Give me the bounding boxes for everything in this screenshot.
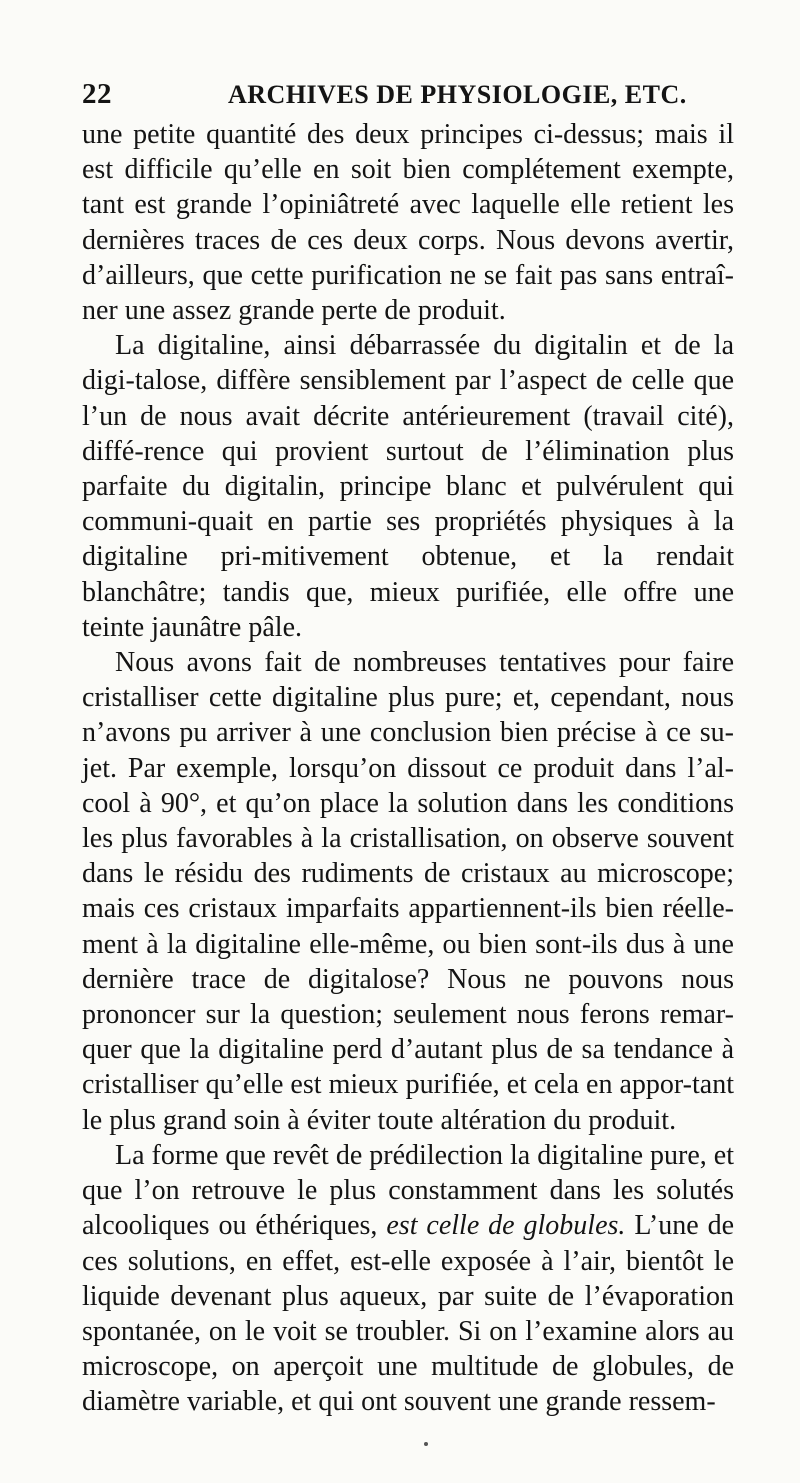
body-text — [82, 117, 734, 1420]
running-title: ARCHIVES DE PHYSIOLOGIE, ETC. — [228, 80, 687, 109]
paragraph-4-text-after: L’une de ces solutions, en effet, est-elle exposée à l’air, bientôt le liquide devenant plus aqueux, par suite de l’évaporation spontanée, on le voit se troubler. Si on l’examine alors au microscope, on aperçoit une multitude de globules, de diamètre variable, et qui ont souvent une grande ressem- — [82, 1210, 734, 1418]
paragraph-3: Nous avons fait de nombreuses tentatives pour faire cristalliser cette digitaline plus pure; et, cependant, nous n’avons pu arriver à une conclusion bien précise à ce su-jet. Par exemple, lorsqu’on dissout ce produit dans l’al-cool à 90°, et qu’on place la solution dans les conditions les plus favorables à la cristallisation, on observe souvent dans le résidu des rudiments de cristaux au microscope; mais ces cristaux imparfaits appartiennent-ils bien réelle-ment à la digitaline elle-même, ou bien sont-ils dus à une dernière trace de digitalose? Nous ne pouvons nous prononcer sur la question; seulement nous ferons remar-quer que la digitaline perd d’autant plus de sa tendance à cristalliser qu’elle est mieux purifiée, et cela en appor-tant le plus grand soin à éviter toute altération du produit. — [82, 647, 734, 1136]
paragraph-1: une petite quantité des deux principes ci-dessus; mais il est difficile qu’elle en soit bien complétement exempte, tant est grande l’opiniâtreté avec laquelle elle retient les dernières traces de ces deux corps. Nous devons avertir, d’ailleurs, que cette purification ne se fait pas sans entraî-ner une assez grande perte de produit. — [82, 119, 734, 327]
paragraph-2: La digitaline, ainsi débarrassée du digitalin et de la digi-talose, diffère sensiblement par l’aspect de celle que l’un de nous avait décrite antérieurement (travail cité), diffé-rence qui provient surtout de l’élimination plus parfaite du digitalin, principe blanc et pulvérulent qui communi-quait en partie ses propriétés physiques à la digitaline pri-mitivement obtenue, et la rendait blanchâtre; tandis que, mieux purifiée, elle offre une teinte jaunâtre pâle. — [82, 330, 734, 643]
page-number: 22 — [82, 78, 112, 110]
paragraph-4-text-before: La forme que revêt de prédilection la digitaline pure, et que l’on retrouve le plus constamment dans les solutés alcooliques ou éthériques, — [82, 1139, 734, 1242]
paragraph-4-italic-text: est celle de globules. — [386, 1210, 626, 1242]
running-head — [82, 78, 734, 111]
print-speck — [424, 1442, 428, 1446]
paragraph-4 — [82, 1138, 734, 1420]
